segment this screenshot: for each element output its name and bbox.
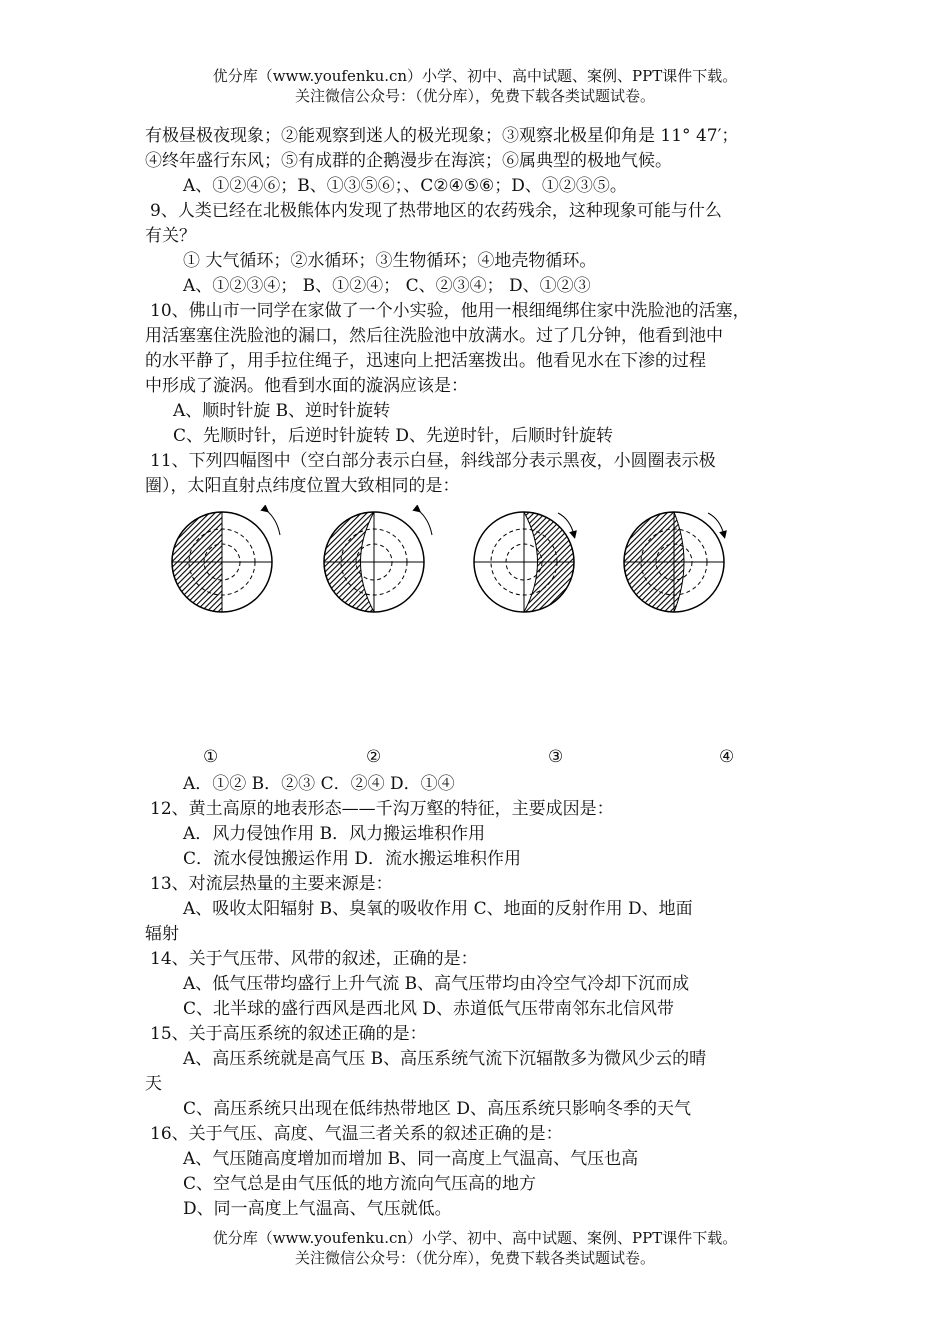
- question-9: 9、人类已经在北极熊体内发现了热带地区的农药残余，这种现象可能与什么: [150, 201, 722, 221]
- question-14: 14、关于气压带、风带的叙述，正确的是：: [150, 949, 478, 969]
- figure-label-2: ②: [366, 747, 382, 767]
- text-line: 中形成了漩涡。他看到水面的漩涡应该是：: [145, 376, 468, 396]
- text-line: D、同一高度上气温高、气压就低。: [183, 1199, 452, 1219]
- text-line: A、①②④⑥；B、①③⑤⑥；、C②④⑤⑥；D、①②③⑤。: [183, 176, 627, 196]
- text-line: 圈），太阳直射点纬度位置大致相同的是：: [145, 476, 460, 496]
- question-10: 10、佛山市一同学在家做了一个小实验，他用一根细绳绑住家中洗脸池的活塞，: [150, 301, 750, 321]
- text-line: 辐射: [145, 924, 179, 944]
- question-11: 11、下列四幅图中（空白部分表示白昼，斜线部分表示黑夜，小圆圈表示极: [150, 451, 716, 471]
- text-line: C、高压系统只出现在低纬热带地区 D、高压系统只影响冬季的天气: [183, 1099, 692, 1119]
- text-line: C、北半球的盛行西风是西北风 D、赤道低气压带南邻东北信风带: [183, 999, 675, 1019]
- diagram-3: [474, 512, 574, 612]
- text-line: 的水平静了，用手拉住绳子，迅速向上把活塞拨出。他看见水在下渗的过程: [145, 351, 706, 371]
- text-line: C、空气总是由气压低的地方流向气压高的地方: [183, 1174, 537, 1194]
- figure-label-4: ④: [719, 747, 735, 767]
- text-line: 用活塞塞住洗脸池的漏口，然后往洗脸池中放满水。过了几分钟，他看到池中: [145, 326, 723, 346]
- text-line: 有关？: [145, 226, 196, 246]
- figure-label-1: ①: [203, 747, 219, 767]
- diagram-1: [172, 510, 280, 612]
- text-line: ④终年盛行东风；⑤有成群的企鹅漫步在海滨；⑥属典型的极地气候。: [145, 151, 672, 171]
- text-line: 有极昼极夜现象；②能观察到迷人的极光现象；③观察北极星仰角是 11° 47′；: [145, 126, 739, 146]
- text-line: A．风力侵蚀作用 B．风力搬运堆积作用: [183, 824, 486, 844]
- footer-line-2: 关注微信公众号：（优分库），免费下载各类试题试卷。: [294, 1249, 655, 1267]
- question-15: 15、关于高压系统的叙述正确的是：: [150, 1024, 427, 1044]
- text-line: A、高压系统就是高气压 B、高压系统气流下沉辐散多为微风少云的晴: [183, 1049, 707, 1069]
- diagram-4: [624, 512, 724, 612]
- text-line: A、顺时针旋 B、逆时针旋转: [173, 401, 391, 421]
- question-16: 16、关于气压、高度、气温三者关系的叙述正确的是：: [150, 1124, 563, 1144]
- text-line: A、气压随高度增加而增加 B、同一高度上气温高、气压也高: [183, 1149, 639, 1169]
- text-line: ① 大气循环；②水循环；③生物循环；④地壳物循环。: [183, 251, 597, 271]
- text-line: A、低气压带均盛行上升气流 B、高气压带均由冷空气冷却下沉而成: [183, 974, 690, 994]
- text-line: C、先顺时针，后逆时针旋转 D、先逆时针，后顺时针旋转: [173, 426, 614, 446]
- footer-line-1: 优分库（www.youfenku.cn）小学、初中、高中试题、案例、PPT课件下载。: [212, 1229, 738, 1247]
- header-line-1: 优分库（www.youfenku.cn）小学、初中、高中试题、案例、PPT课件下载。: [212, 67, 738, 85]
- text-line: C．流水侵蚀搬运作用 D．流水搬运堆积作用: [183, 849, 522, 869]
- figure-label-3: ③: [548, 747, 564, 767]
- question-12: 12、黄土高原的地表形态——千沟万壑的特征，主要成因是：: [150, 799, 614, 819]
- text-line: A、吸收太阳辐射 B、臭氧的吸收作用 C、地面的反射作用 D、地面: [183, 899, 693, 919]
- header-line-2: 关注微信公众号：（优分库），免费下载各类试题试卷。: [294, 87, 655, 105]
- text-line: A、①②③④； B、①②④； C、②③④； D、①②③: [183, 276, 591, 296]
- question-13: 13、对流层热量的主要来源是：: [150, 874, 393, 894]
- diagram-2: [324, 510, 432, 612]
- text-line: 天: [145, 1074, 162, 1094]
- text-line: A．①② B．②③ C．②④ D．①④: [183, 774, 455, 794]
- illumination-diagrams: [160, 505, 760, 620]
